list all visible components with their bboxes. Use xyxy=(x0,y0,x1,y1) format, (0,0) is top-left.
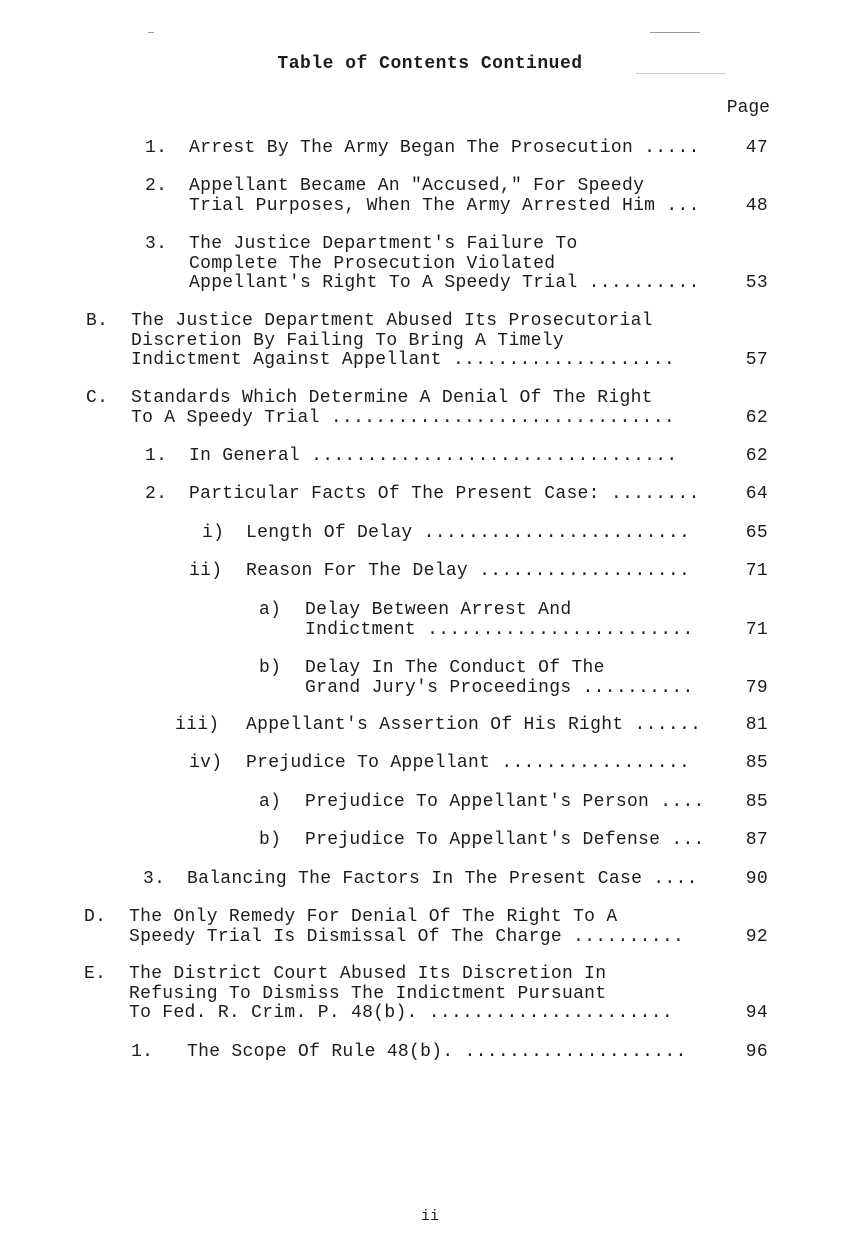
page-column-label: Page xyxy=(726,98,770,118)
toc-entry-marker: iii) xyxy=(175,715,220,735)
toc-entry xyxy=(0,177,860,216)
toc-entry-text: Complete The Prosecution Violated xyxy=(189,253,556,274)
toc-entry xyxy=(0,716,860,736)
toc-entry-marker: iv) xyxy=(189,753,223,773)
toc-entry-marker: 2. xyxy=(145,176,168,196)
toc-entry-page: 90 xyxy=(745,869,768,889)
toc-entry-page: 57 xyxy=(745,350,768,370)
toc-entry-page: 87 xyxy=(745,830,768,850)
toc-entry-marker: D. xyxy=(84,907,107,927)
toc-entry-page: 71 xyxy=(745,619,768,640)
toc-entry-text: Discretion By Failing To Bring A Timely xyxy=(131,330,564,351)
toc-entry-text: Length Of Delay ........................ xyxy=(246,523,691,543)
toc-entry xyxy=(0,524,860,544)
toc-entry-text: Trial Purposes, When The Army Arrested Him ... xyxy=(189,195,700,216)
toc-entry-text: Reason For The Delay ................... xyxy=(246,561,691,581)
toc-entry-page: 94 xyxy=(745,1003,768,1023)
page-title: Table of Contents Continued xyxy=(277,54,583,74)
toc-entry-marker: 2. xyxy=(145,484,168,504)
toc-entry xyxy=(0,754,860,774)
toc-entry xyxy=(0,562,860,582)
toc-entry-text: Delay Between Arrest And xyxy=(305,600,572,620)
toc-entry xyxy=(0,1043,860,1063)
toc-entry-text: Standards Which Determine A Denial Of The Right xyxy=(131,388,653,408)
toc-entry-text: The District Court Abused Its Discretion In xyxy=(129,964,607,984)
toc-entry-page: 96 xyxy=(745,1042,768,1062)
toc-entry xyxy=(0,965,860,1024)
toc-entry xyxy=(0,447,860,467)
toc-entry-marker: 1. xyxy=(145,138,168,158)
toc-entry-marker: a) xyxy=(259,792,282,812)
toc-entry-text: Balancing The Factors In The Present Case .... xyxy=(187,869,698,889)
toc-entry-page: 48 xyxy=(745,195,768,216)
toc-entry-text: Speedy Trial Is Dismissal Of The Charge .......... xyxy=(129,926,685,947)
scan-speck xyxy=(148,32,154,33)
toc-entry-page: 62 xyxy=(745,446,768,466)
toc-entry-text: In General ................................. xyxy=(189,446,678,466)
page-folio: ii xyxy=(420,1208,439,1225)
toc-entry-text: Indictment ........................ xyxy=(305,619,694,640)
toc-entry-marker: a) xyxy=(259,600,282,620)
toc-entry-marker: 1. xyxy=(131,1042,154,1062)
toc-entry-text: To A Speedy Trial ............................... xyxy=(131,407,675,428)
toc-entry-text: Appellant Became An "Accused," For Speedy xyxy=(189,176,645,196)
toc-entry-page: 62 xyxy=(745,407,768,428)
toc-entry-page: 81 xyxy=(745,715,768,735)
toc-entry-page: 65 xyxy=(745,523,768,543)
scan-speck xyxy=(636,73,726,74)
toc-entry-text: Prejudice To Appellant's Defense ... xyxy=(305,830,705,850)
toc-entry-text: Appellant's Assertion Of His Right ...... xyxy=(246,715,702,735)
toc-entry-text: The Only Remedy For Denial Of The Right To A xyxy=(129,907,618,927)
toc-entry-page: 85 xyxy=(745,753,768,773)
toc-entry-text: The Justice Department's Failure To xyxy=(189,234,578,254)
toc-entry xyxy=(0,870,860,890)
scan-speck xyxy=(650,32,700,33)
toc-entry-text: Indictment Against Appellant .................... xyxy=(131,350,675,370)
toc-entry xyxy=(0,908,860,947)
toc-entry-text: Prejudice To Appellant ................. xyxy=(246,753,691,773)
toc-entry-page: 92 xyxy=(745,926,768,947)
toc-entry-page: 53 xyxy=(745,273,768,293)
toc-entry xyxy=(0,659,860,698)
toc-entry-marker: C. xyxy=(86,388,109,408)
toc-entry xyxy=(0,601,860,640)
toc-entry xyxy=(0,139,860,159)
toc-entry-text: Particular Facts Of The Present Case: ........ xyxy=(189,484,700,504)
toc-entry xyxy=(0,831,860,851)
toc-entry xyxy=(0,793,860,813)
toc-entry xyxy=(0,485,860,505)
toc-entry-text: Arrest By The Army Began The Prosecution ..... xyxy=(189,138,700,158)
toc-entry-marker: E. xyxy=(84,964,107,984)
toc-entry xyxy=(0,235,860,294)
toc-entry-marker: 3. xyxy=(145,234,168,254)
toc-entry-marker: B. xyxy=(86,311,109,331)
toc-entry-text: Grand Jury's Proceedings .......... xyxy=(305,677,694,698)
toc-entry-page: 64 xyxy=(745,484,768,504)
toc-entry-text: Appellant's Right To A Speedy Trial .......... xyxy=(189,273,700,293)
toc-entry-marker: ii) xyxy=(189,561,223,581)
toc-entry-text: The Scope Of Rule 48(b). .................... xyxy=(187,1042,687,1062)
toc-entry-page: 85 xyxy=(745,792,768,812)
toc-entry-page: 71 xyxy=(745,561,768,581)
toc-entry-text: Refusing To Dismiss The Indictment Pursuant xyxy=(129,983,607,1004)
toc-entry xyxy=(0,389,860,428)
toc-entry-marker: b) xyxy=(259,830,282,850)
toc-entry-marker: 3. xyxy=(143,869,166,889)
toc-entry-marker: b) xyxy=(259,658,282,678)
toc-entry-page: 79 xyxy=(745,677,768,698)
toc-entry-marker: i) xyxy=(202,523,225,543)
toc-entry-text: Delay In The Conduct Of The xyxy=(305,658,605,678)
toc-entry-text: Prejudice To Appellant's Person .... xyxy=(305,792,705,812)
toc-entry-text: The Justice Department Abused Its Prosecutorial xyxy=(131,311,653,331)
toc-entry-marker: 1. xyxy=(145,446,168,466)
toc-entry-text: To Fed. R. Crim. P. 48(b). ...................... xyxy=(129,1003,673,1023)
toc-entry xyxy=(0,312,860,371)
toc-entry-page: 47 xyxy=(745,138,768,158)
